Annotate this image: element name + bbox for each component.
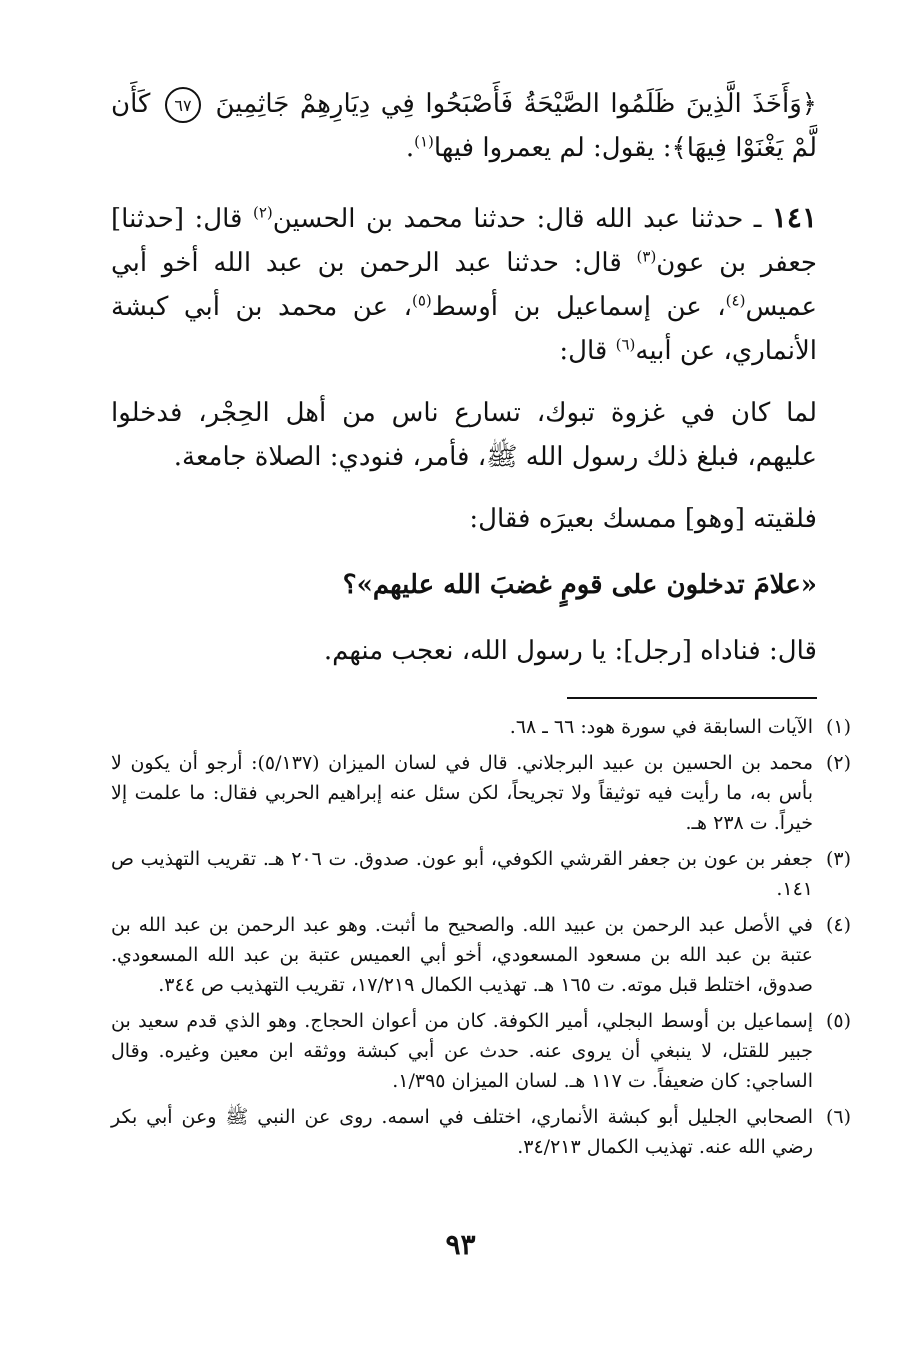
footnote-number: (١) xyxy=(825,716,851,738)
hadith-number: ١٤١ xyxy=(771,201,817,234)
footnote-ref-3[interactable]: (٣) xyxy=(636,247,657,266)
isnad-seg-2: قال: [حدثنا] جعفر بن عون xyxy=(111,204,817,278)
footnote-ref-6[interactable]: (٦) xyxy=(615,335,636,354)
footnotes-section xyxy=(111,712,851,1168)
footnote-item xyxy=(111,1006,851,1096)
footnote-divider xyxy=(567,697,817,699)
narration-paragraph-3: قال: فناداه [رجل]: يا رسول الله، نعجب منهم. xyxy=(323,636,817,666)
isnad-seg-5: ، عن محمد بن أبي كبشة الأنماري، عن أبيه xyxy=(111,292,817,366)
verse-end: . xyxy=(405,133,415,163)
footnote-item xyxy=(111,910,851,1000)
footnote-text: الآيات السابقة في سورة هود: ٦٦ ـ ٦٨. xyxy=(509,716,813,738)
footnote-text: محمد بن الحسين بن عبيد البرجلاني. قال في لسان الميزان (٥/١٣٧): أرجو أن يكون لا بأس به، ما رأيت فيه توثيقاً ولا تجريحاً، لكن سئل عنه إبراهيم الحربي فقال: ما علمت إلا خيراً. ت ٢٣٨ هـ. xyxy=(111,752,814,834)
hadith-isnad xyxy=(111,196,817,373)
isnad-seg-1: ـ حدثنا عبد الله قال: حدثنا محمد بن الحسين xyxy=(272,204,772,234)
main-text xyxy=(111,82,817,673)
footnote-item xyxy=(111,748,851,838)
isnad-seg-3: قال: حدثنا عبد الرحمن بن عبد الله أخو أبي عميس xyxy=(111,248,817,322)
footnote-text: إسماعيل بن أوسط البجلي، أمير الكوفة. كان من أعوان الحجاج. وهو الذي قدم سعيد بن جبير للقتل، لا ينبغي أن يروى عنه. حدث عن أبي كبشة ووثقه ابن معين وغيره. وقال الساجي: كان ضعيفاً. ت ١١٧ هـ. لسان الميزان ١/٣٩٥. xyxy=(111,1010,813,1092)
footnote-ref-1[interactable]: (١) xyxy=(414,132,434,151)
footnote-item xyxy=(111,1102,851,1162)
footnote-ref-5[interactable]: (٥) xyxy=(412,291,432,310)
footnote-ref-4[interactable]: (٤) xyxy=(725,291,746,310)
footnote-text: جعفر بن عون بن جعفر القرشي الكوفي، أبو عون. صدوق. ت ٢٠٦ هـ. تقريب التهذيب ص ١٤١. xyxy=(111,848,813,900)
footnote-number: (٣) xyxy=(825,848,851,870)
verse-text-1: ﴿وَأَخَذَ الَّذِينَ ظَلَمُوا الصَّيْحَةُ فَأَصْبَحُوا فِي دِيَارِهِمْ جَاثِمِينَ xyxy=(215,89,817,119)
footnote-number: (٦) xyxy=(825,1106,851,1128)
quran-verse xyxy=(111,82,817,170)
footnote-ref-2[interactable]: (٢) xyxy=(252,203,273,222)
footnote-number: (٤) xyxy=(825,914,851,936)
footnote-number: (٢) xyxy=(825,752,851,774)
isnad-seg-4: ، عن إسماعيل بن أوسط xyxy=(431,292,726,322)
footnote-item xyxy=(111,712,851,742)
ayah-number-mark: ٦٧ xyxy=(165,87,201,123)
isnad-seg-6: قال: xyxy=(559,336,616,366)
prophetic-quote: «علامَ تدخلون على قومٍ غضبَ الله عليهم»؟ xyxy=(342,570,817,600)
footnote-item xyxy=(111,844,851,904)
narration-paragraph-1: لما كان في غزوة تبوك، تسارع ناس من أهل الحِجْر، فدخلوا عليهم، فبلغ ذلك رسول الله ﷺ، فأمر، فنودي: الصلاة جامعة. xyxy=(111,398,817,472)
footnote-text: الصحابي الجليل أبو كبشة الأنماري، اختلف في اسمه. روى عن النبي ﷺ وعن أبي بكر رضي الله عنه. تهذيب الكمال ٣٤/٢١٣. xyxy=(111,1106,813,1158)
footnote-number: (٥) xyxy=(825,1010,851,1032)
page-number: ٩٣ xyxy=(445,1228,476,1261)
verse-text-2: كَأَن لَّمْ يَغْنَوْا فِيهَا﴾: يقول: لم يعمروا فيها xyxy=(111,89,817,163)
footnote-text: في الأصل عبد الرحمن بن عبيد الله. والصحيح ما أثبت. وهو عبد الرحمن بن عبد الله بن عتبة بن عبد الله بن مسعود المسعودي، أخو أبي العميس عتبة بن عبد الله المسعودي. صدوق، اختلط قبل موته. ت ١٦٥ هـ. تهذيب الكمال ١٧/٢١٩، تقريب التهذيب ص ٣٤٤. xyxy=(111,914,813,996)
narration-paragraph-2: فلقيته [وهو] ممسك بعيرَه فقال: xyxy=(469,504,817,534)
